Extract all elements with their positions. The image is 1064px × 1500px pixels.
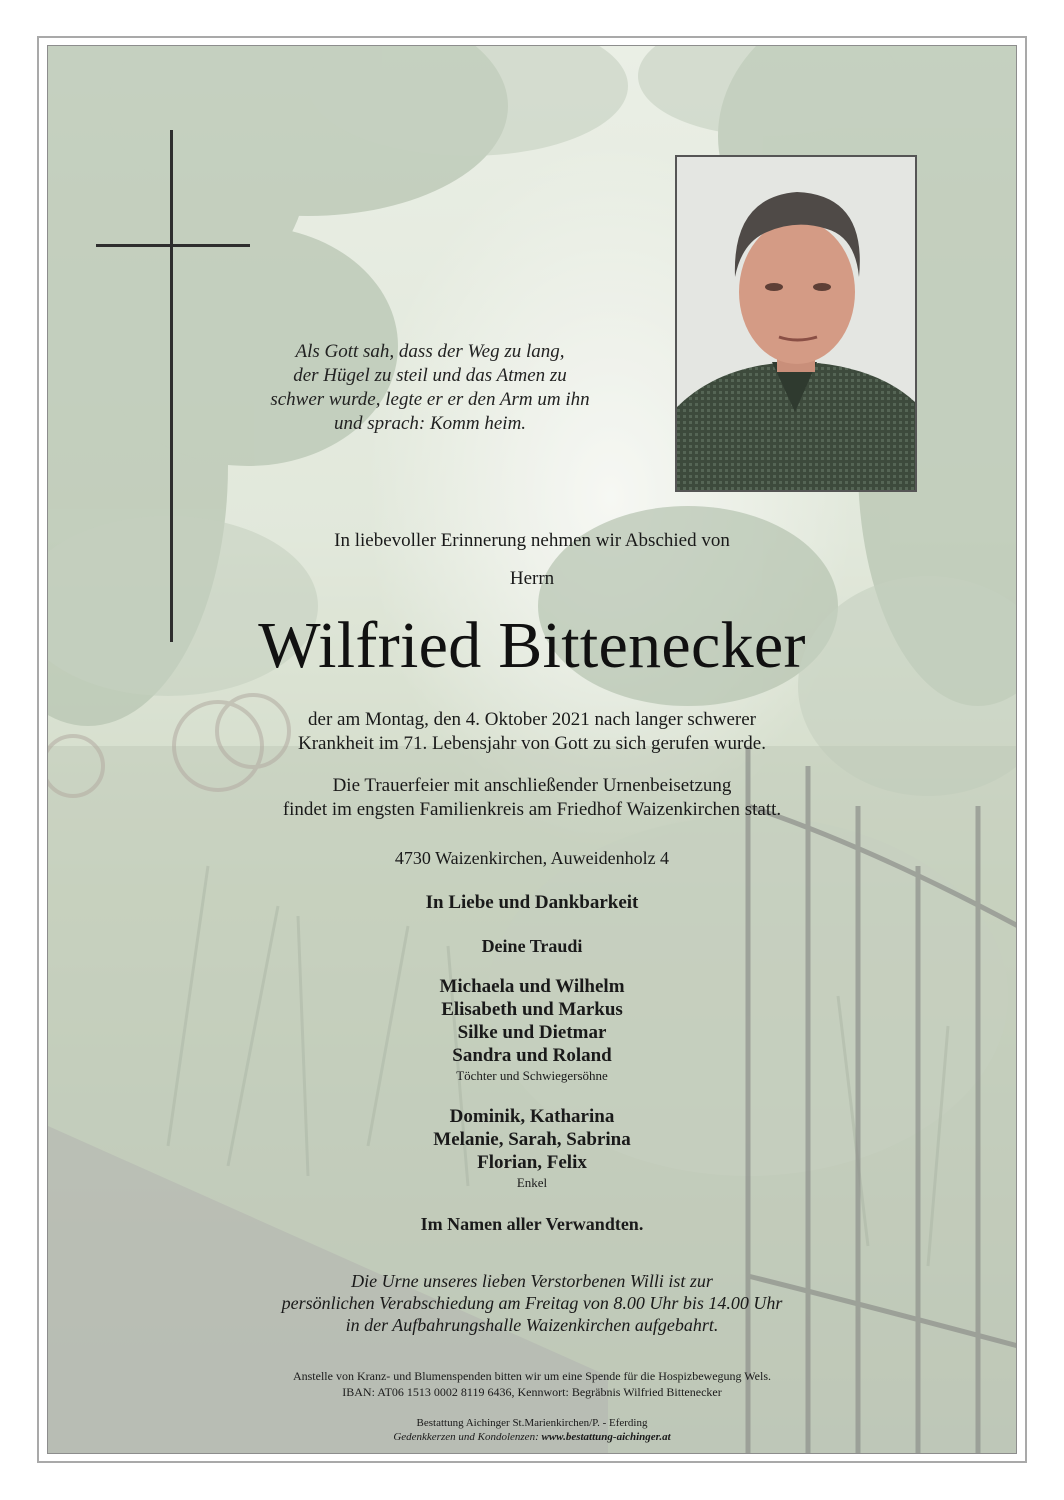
grandchildren-line: Melanie, Sarah, Sabrina xyxy=(433,1129,631,1150)
quote-line: und sprach: Komm heim. xyxy=(333,413,527,434)
cross-horizontal-bar xyxy=(96,244,250,247)
intro-text: In liebevoller Erinnerung nehmen wir Abschied von xyxy=(334,530,730,551)
quote-line: der Hügel zu steil und das Atmen zu xyxy=(293,365,567,386)
relatives-line: Im Namen aller Verwandten. xyxy=(420,1214,644,1234)
memorial-quote xyxy=(230,340,630,436)
company-name: Bestattung Aichinger St.Marienkirchen/P. - Eferding xyxy=(416,1417,648,1429)
death-description xyxy=(0,708,1064,756)
daughter-couple: Michaela und Wilhelm xyxy=(439,976,625,997)
urn-line: in der Aufbahrungshalle Waizenkirchen aufgebahrt. xyxy=(345,1315,719,1335)
daughters-block xyxy=(0,975,1064,1085)
grandchildren-caption: Enkel xyxy=(516,1175,548,1190)
urn-line: Die Urne unseres lieben Verstorbenen Willi ist zur xyxy=(351,1271,713,1291)
urn-line: persönlichen Verabschiedung am Freitag von 8.00 Uhr bis 14.00 Uhr xyxy=(281,1293,783,1313)
grandchildren-block xyxy=(0,1105,1064,1192)
daughter-couple: Sandra und Roland xyxy=(452,1045,612,1066)
condolence-line xyxy=(0,1430,1064,1444)
daughter-couple: Elisabeth und Markus xyxy=(441,999,623,1020)
funeral-company xyxy=(0,1416,1064,1444)
quote-line: schwer wurde, legte er er den Arm um ihn xyxy=(270,389,590,410)
daughters-caption: Töchter und Schwiegersöhne xyxy=(456,1068,608,1083)
cross-vertical-bar xyxy=(170,130,173,642)
donation-iban: IBAN: AT06 1513 0002 8119 6436, Kennwort: Begräbnis Wilfried Bittenecker xyxy=(342,1385,722,1399)
donation-notice xyxy=(0,1368,1064,1400)
love-and-thanks: In Liebe und Dankbarkeit xyxy=(425,892,639,913)
description-line: Krankheit im 71. Lebensjahr von Gott zu sich gerufen wurde. xyxy=(297,733,766,754)
description-line: der am Montag, den 4. Oktober 2021 nach langer schwerer xyxy=(308,709,756,730)
quote-line: Als Gott sah, dass der Weg zu lang, xyxy=(295,341,565,362)
address: 4730 Waizenkirchen, Auweidenholz 4 xyxy=(394,848,670,868)
salutation: Herrn xyxy=(509,568,555,589)
condolence-prefix: Gedenkkerzen und Kondolenzen: xyxy=(393,1431,542,1443)
donation-line: Anstelle von Kranz- und Blumenspenden bitten wir um eine Spende für die Hospizbewegung Wels. xyxy=(292,1369,772,1383)
wife-name: Deine Traudi xyxy=(481,936,583,956)
urn-notice xyxy=(0,1270,1064,1336)
company-website-link[interactable]: www.bestattung-aichinger.at xyxy=(541,1431,671,1443)
ceremony-line: Die Trauerfeier mit anschließender Urnenbeisetzung xyxy=(332,775,732,796)
grandchildren-line: Florian, Felix xyxy=(477,1152,587,1173)
ceremony-notice xyxy=(0,774,1064,822)
portrait-photo xyxy=(675,155,917,492)
ceremony-line: findet im engsten Familienkreis am Friedhof Waizenkirchen statt. xyxy=(282,799,782,820)
daughter-couple: Silke und Dietmar xyxy=(457,1022,607,1043)
grandchildren-line: Dominik, Katharina xyxy=(449,1106,615,1127)
deceased-name: Wilfried Bittenecker xyxy=(258,609,806,682)
